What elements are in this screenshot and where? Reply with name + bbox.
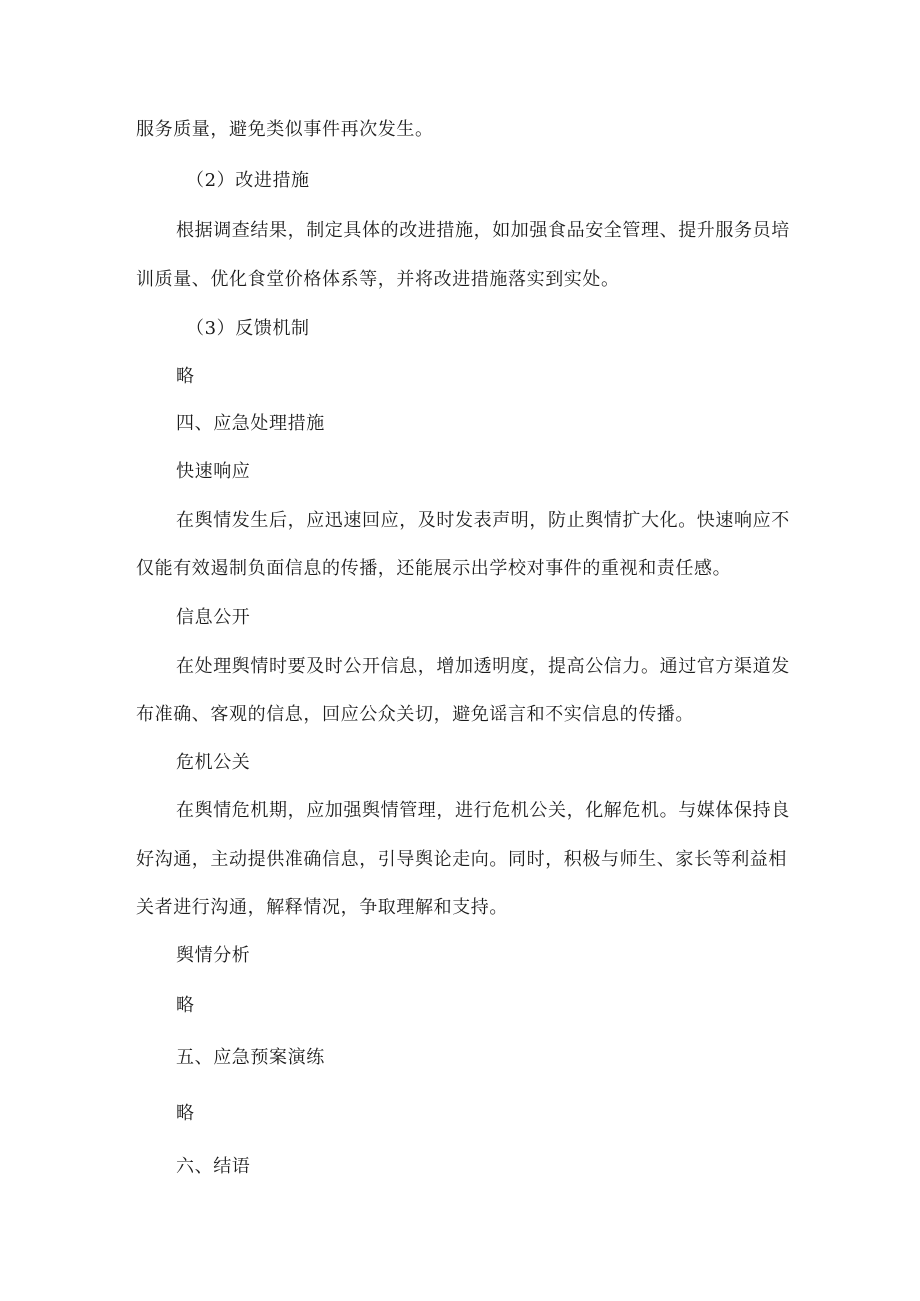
body-text-line: 略	[176, 1103, 195, 1124]
body-text-line: 根据调查结果，制定具体的改进措施，如加强食品安全管理、提升服务员培	[176, 220, 790, 241]
section-heading: 五、应急预案演练	[176, 1047, 325, 1068]
body-text-line: 略	[176, 995, 195, 1016]
body-text-line: 在处理舆情时要及时公开信息，增加透明度，提高公信力。通过官方渠道发	[176, 656, 790, 677]
subsection-heading: 舆情分析	[176, 945, 251, 966]
section-heading: 四、应急处理措施	[176, 413, 325, 434]
body-text-line: 训质量、优化食堂价格体系等，并将改进措施落实到实处。	[136, 269, 620, 290]
body-text-line: 仅能有效遏制负面信息的传播，还能展示出学校对事件的重视和责任感。	[136, 558, 732, 579]
body-text-line: 略	[176, 366, 195, 387]
body-text-line: 关者进行沟通，解释情况，争取理解和支持。	[136, 897, 508, 918]
subsection-heading: 信息公开	[176, 607, 251, 628]
body-text-line: 布准确、客观的信息，回应公众关切，避免谣言和不实信息的传播。	[136, 704, 694, 725]
body-text-line: 服务质量，避免类似事件再次发生。	[136, 119, 434, 140]
subsection-heading: 快速响应	[176, 461, 251, 482]
section-heading: 六、结语	[176, 1156, 251, 1177]
subsection-heading: 危机公关	[176, 752, 251, 773]
body-text-line: 在舆情危机期，应加强舆情管理，进行危机公关，化解危机。与媒体保持良	[176, 800, 790, 821]
subsection-heading: （2）改进措施	[186, 170, 310, 191]
subsection-heading: （3）反馈机制	[186, 318, 310, 339]
body-text-line: 好沟通，主动提供准确信息，引导舆论走向。同时，积极与师生、家长等利益相	[136, 849, 787, 870]
body-text-line: 在舆情发生后，应迅速回应，及时发表声明，防止舆情扩大化。快速响应不	[176, 510, 790, 531]
